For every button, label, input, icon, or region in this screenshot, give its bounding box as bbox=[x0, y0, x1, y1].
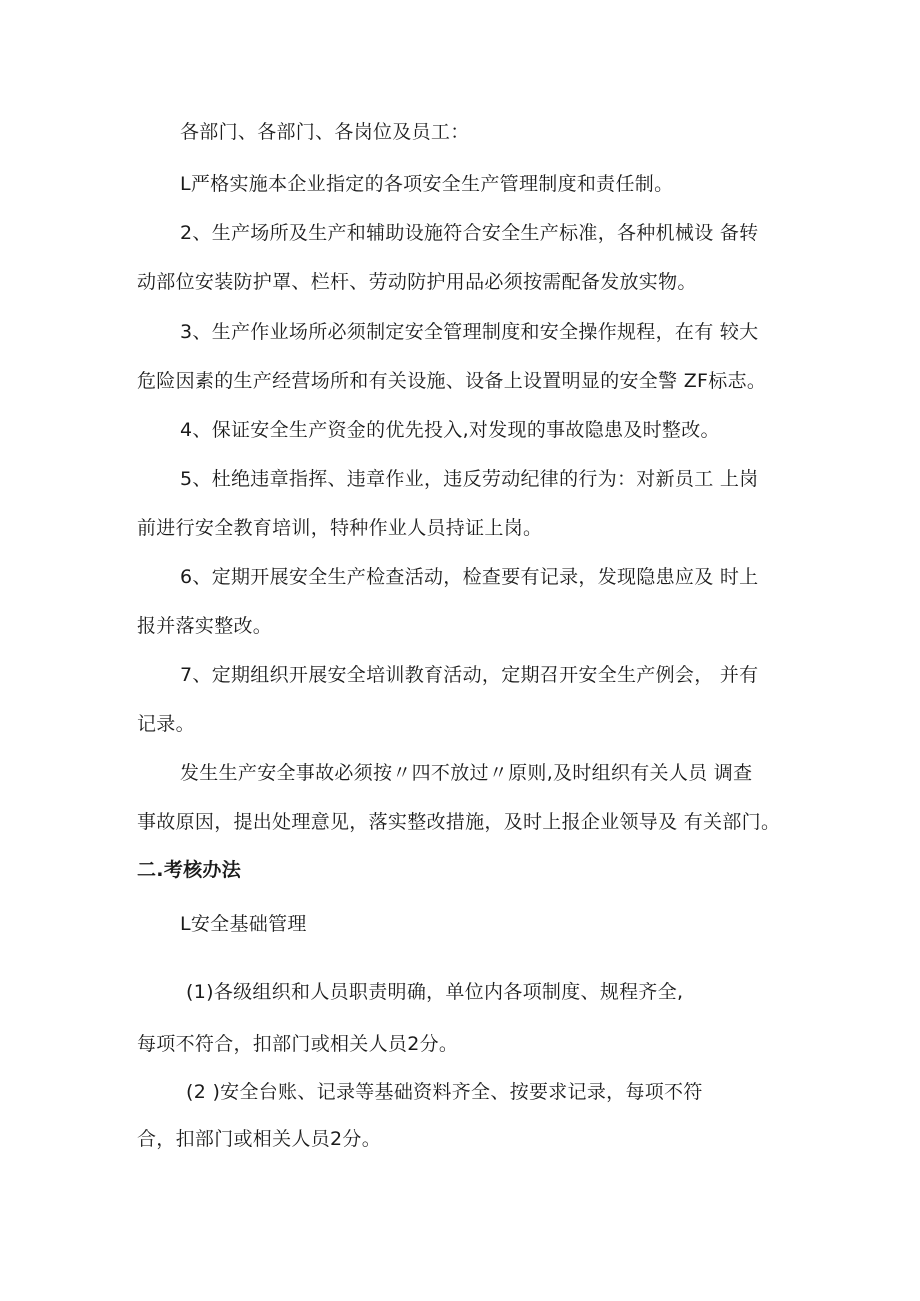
accident-line-1: 发生生产安全事故必须按〃四不放过〃原则,及时组织有关人员 调查 bbox=[180, 762, 753, 784]
intro-line: 各部门、各部门、各岗位及员工： bbox=[180, 121, 470, 143]
item-2-line-1: 2、生产场所及生产和辅助设施符合安全生产标准，各种机械设 备转 bbox=[180, 222, 759, 244]
item-6-line-2: 报并落实整改。 bbox=[137, 615, 273, 637]
item-5-line-2: 前进行安全教育培训，特种作业人员持证上岗。 bbox=[137, 517, 543, 539]
sub-1-heading: L安全基础管理 bbox=[180, 913, 307, 935]
item-2-line-2: 动部位安装防护罩、栏杆、劳动防护用品必须按需配备发放实物。 bbox=[137, 271, 697, 293]
item-3-line-2: 危险因素的生产经营场所和有关设施、设备上设置明显的安全警 ZF标志。 bbox=[137, 370, 767, 392]
item-7-line-2: 记录。 bbox=[137, 713, 195, 735]
item-1: L严格实施本企业指定的各项安全生产管理制度和责任制。 bbox=[180, 173, 674, 195]
item-5-line-1: 5、杜绝违章指挥、违章作业，违反劳动纪律的行为：对新员工 上岗 bbox=[180, 468, 759, 490]
section-2-heading: 二.考核办法 bbox=[137, 859, 242, 881]
accident-line-2: 事故原因，提出处理意见，落实整改措施，及时上报企业领导及 有关部门。 bbox=[137, 811, 781, 833]
item-4: 4、保证安全生产资金的优先投入,对发现的事故隐患及时整改。 bbox=[180, 419, 720, 441]
sub-1-item-2-line-2: 合，扣部门或相关人员2分。 bbox=[137, 1128, 381, 1150]
sub-1-item-1-line-2: 每项不符合，扣部门或相关人员2分。 bbox=[137, 1033, 459, 1055]
item-6-line-1: 6、定期开展安全生产检查活动，检查要有记录，发现隐患应及 时上 bbox=[180, 566, 759, 588]
sub-1-item-1-line-1: (1)各级组织和人员职责明确，单位内各项制度、规程齐全, bbox=[186, 981, 684, 1003]
item-3-line-1: 3、生产作业场所必须制定安全管理制度和安全操作规程，在有 较大 bbox=[180, 321, 759, 343]
sub-1-item-2-line-1: (2 )安全台账、记录等基础资料齐全、按要求记录，每项不符 bbox=[186, 1081, 703, 1103]
item-7-line-1: 7、定期组织开展安全培训教育活动，定期召开安全生产例会， 并有 bbox=[180, 664, 759, 686]
